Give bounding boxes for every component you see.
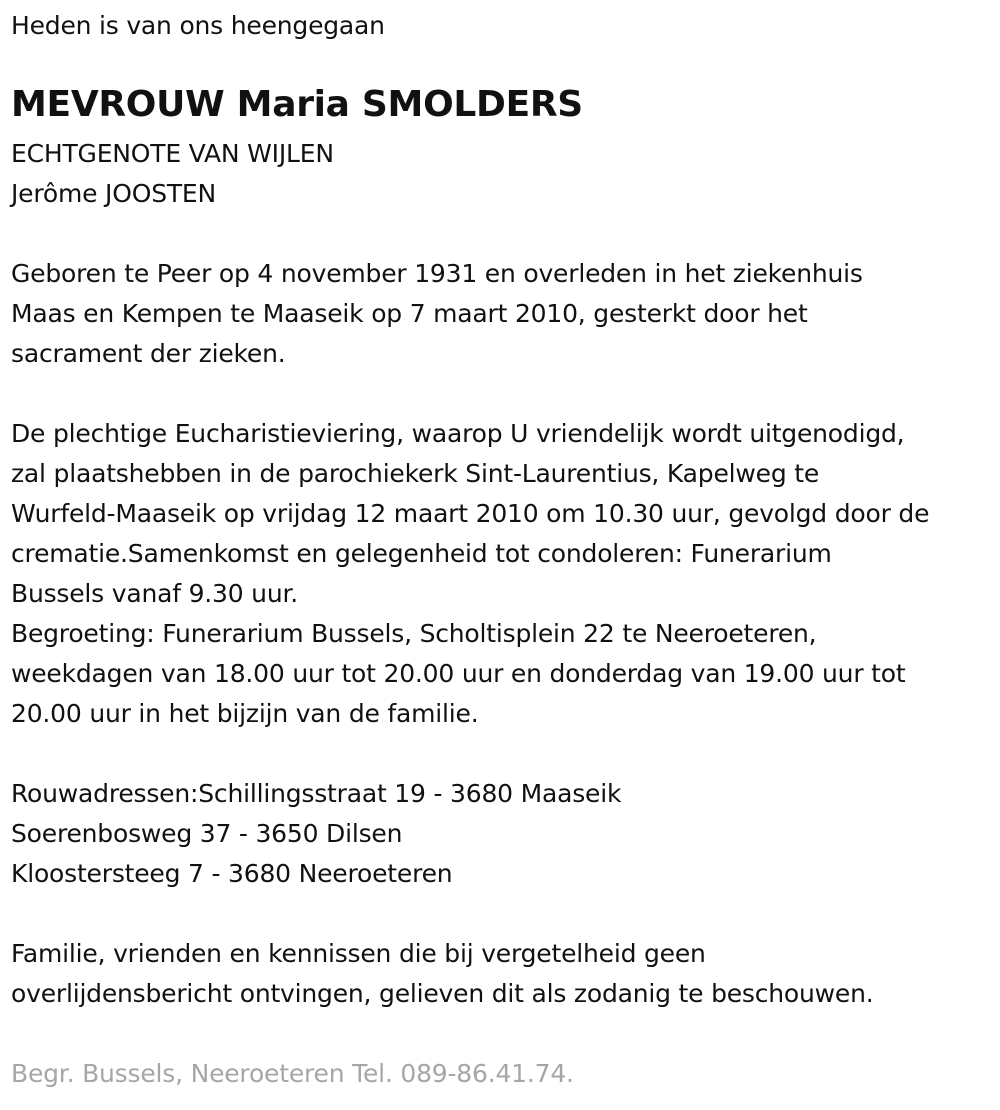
ceremony-paragraph <box>11 414 929 734</box>
paragraph-line: sacrament der zieken. <box>11 339 286 368</box>
funeral-home-footer: Begr. Bussels, Neeroeteren Tel. 089-86.41.74. <box>11 1059 574 1088</box>
paragraph-line: Maas en Kempen te Maaseik op 7 maart 2010, gesterkt door het <box>11 299 808 328</box>
paragraph-line: Bussels vanaf 9.30 uur. <box>11 579 299 608</box>
birth-death-paragraph <box>11 254 863 374</box>
paragraph-line: Familie, vrienden en kennissen die bij vergetelheid geen <box>11 939 706 968</box>
spouse-line: ECHTGENOTE VAN WIJLEN <box>11 139 334 168</box>
paragraph-line: Begroeting: Funerarium Bussels, Scholtisplein 22 te Neeroeteren, <box>11 619 817 648</box>
spouse-block <box>11 134 334 214</box>
deceased-name: MEVROUW Maria SMOLDERS <box>11 84 583 125</box>
paragraph-line: overlijdensbericht ontvingen, gelieven dit als zodanig te beschouwen. <box>11 979 874 1008</box>
paragraph-line: 20.00 uur in het bijzijn van de familie. <box>11 699 479 728</box>
paragraph-line: crematie.Samenkomst en gelegenheid tot condoleren: Funerarium <box>11 539 832 568</box>
notice-paragraph <box>11 934 874 1014</box>
paragraph-line: zal plaatshebben in de parochiekerk Sint-Laurentius, Kapelweg te <box>11 459 820 488</box>
footer-block <box>11 1054 574 1094</box>
paragraph-line: weekdagen van 18.00 uur tot 20.00 uur en donderdag van 19.00 uur tot <box>11 659 906 688</box>
intro-text: Heden is van ons heengegaan <box>11 11 385 40</box>
addresses-block <box>11 774 621 894</box>
address-line: Soerenbosweg 37 - 3650 Dilsen <box>11 819 403 848</box>
spouse-line: Jerôme JOOSTEN <box>11 179 217 208</box>
address-line: Kloostersteeg 7 - 3680 Neeroeteren <box>11 859 453 888</box>
paragraph-line: De plechtige Eucharistieviering, waarop U vriendelijk wordt uitgenodigd, <box>11 419 905 448</box>
paragraph-line: Geboren te Peer op 4 november 1931 en overleden in het ziekenhuis <box>11 259 863 288</box>
paragraph-line: Wurfeld-Maaseik op vrijdag 12 maart 2010 om 10.30 uur, gevolgd door de <box>11 499 930 528</box>
address-line: Rouwadressen:Schillingsstraat 19 - 3680 Maaseik <box>11 779 622 808</box>
